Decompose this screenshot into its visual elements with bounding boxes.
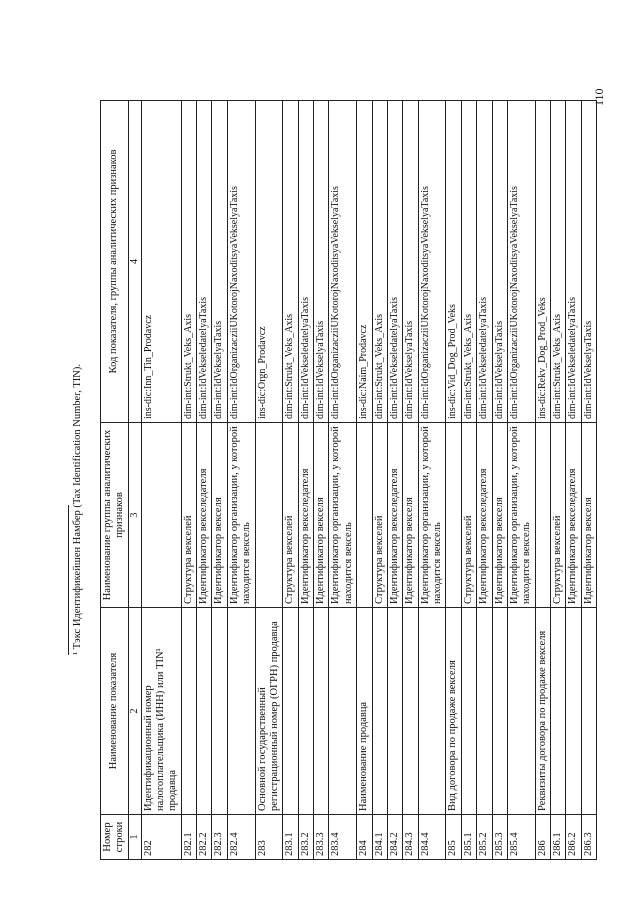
header-group-name: Наименование группы аналитических признаков bbox=[101, 423, 129, 608]
group-name-cell bbox=[357, 423, 372, 608]
group-name-cell: Идентификатор векселя bbox=[492, 423, 507, 608]
group-name-cell: Структура векселей bbox=[283, 423, 298, 608]
indicator-name-cell bbox=[387, 608, 402, 815]
indicator-name-cell bbox=[507, 608, 535, 815]
table-row bbox=[403, 101, 418, 860]
footnote-text: ¹ Тэкс Идентификейшен Намбер (Tax Identification Number, TIN). bbox=[72, 364, 83, 655]
table-row bbox=[372, 101, 387, 860]
indicator-name-cell bbox=[418, 608, 446, 815]
code-cell: ins-dic:Orgn_Prodavcz bbox=[255, 101, 283, 423]
code-cell: ins-dic:Rekv_Dog_Prod_Veks bbox=[535, 101, 550, 423]
indicator-table bbox=[100, 100, 597, 860]
table-row bbox=[181, 101, 196, 860]
group-name-cell: Идентификатор векселя bbox=[314, 423, 329, 608]
row-number-cell: 283.3 bbox=[314, 815, 329, 860]
indicator-name-cell bbox=[314, 608, 329, 815]
table-body bbox=[141, 101, 597, 860]
row-number-cell: 285.2 bbox=[477, 815, 492, 860]
code-cell: dim-int:Strukt_Veks_Axis bbox=[551, 101, 566, 423]
indicator-name-cell: Реквизиты договора по продаже векселя bbox=[535, 608, 550, 815]
indicator-name-cell bbox=[197, 608, 212, 815]
code-cell: dim-int:IdOrganizacziiUKotorojNaxoditsyaVekselyaTaxis bbox=[227, 101, 255, 423]
row-number-cell: 284.4 bbox=[418, 815, 446, 860]
header-col-1: 1 bbox=[128, 815, 141, 860]
code-cell: dim-int:IdVekseledatelyaTaxis bbox=[197, 101, 212, 423]
row-number-cell: 283.2 bbox=[298, 815, 313, 860]
code-cell: dim-int:IdOrganizacziiUKotorojNaxoditsyaVekselyaTaxis bbox=[418, 101, 446, 423]
group-name-cell: Идентификатор организации, у которой находится вексель bbox=[507, 423, 535, 608]
row-number-cell: 282.2 bbox=[197, 815, 212, 860]
indicator-name-cell bbox=[551, 608, 566, 815]
table-row bbox=[446, 101, 461, 860]
row-number-cell: 282.1 bbox=[181, 815, 196, 860]
group-name-cell: Идентификатор векселедателя bbox=[298, 423, 313, 608]
table-row bbox=[314, 101, 329, 860]
indicator-name-cell bbox=[298, 608, 313, 815]
table-row bbox=[227, 101, 255, 860]
table-row bbox=[255, 101, 283, 860]
row-number-cell: 285 bbox=[446, 815, 461, 860]
table-row bbox=[566, 101, 581, 860]
code-cell: dim-int:IdOrganizacziiUKotorojNaxoditsyaVekselyaTaxis bbox=[507, 101, 535, 423]
group-name-cell bbox=[141, 423, 181, 608]
table-row bbox=[329, 101, 357, 860]
indicator-name-cell: Вид договора по продаже векселя bbox=[446, 608, 461, 815]
code-cell: dim-int:IdVekselyaTaxis bbox=[403, 101, 418, 423]
group-name-cell: Структура векселей bbox=[181, 423, 196, 608]
rotated-table-container bbox=[100, 100, 594, 860]
footnote-rule bbox=[68, 505, 69, 655]
row-number-cell: 286 bbox=[535, 815, 550, 860]
indicator-name-cell bbox=[461, 608, 476, 815]
table-row bbox=[551, 101, 566, 860]
header-indicator-name: Наименование показателя bbox=[101, 608, 129, 815]
table-row bbox=[507, 101, 535, 860]
row-number-cell: 283.4 bbox=[329, 815, 357, 860]
group-name-cell: Идентификатор векселя bbox=[403, 423, 418, 608]
indicator-name-cell bbox=[181, 608, 196, 815]
footnote bbox=[68, 135, 83, 655]
code-cell: dim-int:IdOrganizacziiUKotorojNaxoditsyaVekselyaTaxis bbox=[329, 101, 357, 423]
header-row-number: Номер строки bbox=[101, 815, 129, 860]
group-name-cell: Идентификатор векселедателя bbox=[387, 423, 402, 608]
group-name-cell: Идентификатор организации, у которой находится вексель bbox=[227, 423, 255, 608]
header-col-4: 4 bbox=[128, 101, 141, 423]
row-number-cell: 285.1 bbox=[461, 815, 476, 860]
code-cell: dim-int:IdVekselyaTaxis bbox=[581, 101, 596, 423]
code-cell: dim-int:IdVekseledatelyaTaxis bbox=[566, 101, 581, 423]
indicator-name-cell: Основной государственный регистрационный номер (ОГРН) продавца bbox=[255, 608, 283, 815]
row-number-cell: 282.3 bbox=[212, 815, 227, 860]
code-cell: dim-int:Strukt_Veks_Axis bbox=[283, 101, 298, 423]
row-number-cell: 282.4 bbox=[227, 815, 255, 860]
group-name-cell: Идентификатор векселедателя bbox=[197, 423, 212, 608]
code-cell: dim-int:Strukt_Veks_Axis bbox=[461, 101, 476, 423]
group-name-cell: Структура векселей bbox=[551, 423, 566, 608]
code-cell: dim-int:Strukt_Veks_Axis bbox=[372, 101, 387, 423]
header-col-3: 3 bbox=[128, 423, 141, 608]
table-row bbox=[492, 101, 507, 860]
table-row bbox=[298, 101, 313, 860]
row-number-cell: 285.3 bbox=[492, 815, 507, 860]
table-row bbox=[212, 101, 227, 860]
indicator-name-cell bbox=[212, 608, 227, 815]
indicator-name-cell bbox=[566, 608, 581, 815]
code-cell: dim-int:IdVekseledatelyaTaxis bbox=[298, 101, 313, 423]
row-number-cell: 284 bbox=[357, 815, 372, 860]
code-cell: ins-dic:Vid_Dog_Prod_Veks bbox=[446, 101, 461, 423]
group-name-cell: Идентификатор векселедателя bbox=[566, 423, 581, 608]
group-name-cell bbox=[255, 423, 283, 608]
row-number-cell: 284.3 bbox=[403, 815, 418, 860]
code-cell: dim-int:IdVekseledatelyaTaxis bbox=[477, 101, 492, 423]
code-cell: ins-dic:Naim_Prodavcz bbox=[357, 101, 372, 423]
row-number-cell: 282 bbox=[141, 815, 181, 860]
table-row bbox=[477, 101, 492, 860]
table-row bbox=[197, 101, 212, 860]
indicator-name-cell bbox=[329, 608, 357, 815]
row-number-cell: 285.4 bbox=[507, 815, 535, 860]
code-cell: dim-int:IdVekselyaTaxis bbox=[492, 101, 507, 423]
indicator-name-cell: Наименование продавца bbox=[357, 608, 372, 815]
indicator-name-cell bbox=[581, 608, 596, 815]
table-row bbox=[418, 101, 446, 860]
table-row bbox=[141, 101, 181, 860]
group-name-cell bbox=[535, 423, 550, 608]
row-number-cell: 284.2 bbox=[387, 815, 402, 860]
group-name-cell: Структура векселей bbox=[372, 423, 387, 608]
table-row bbox=[387, 101, 402, 860]
code-cell: dim-int:Strukt_Veks_Axis bbox=[181, 101, 196, 423]
row-number-cell: 286.3 bbox=[581, 815, 596, 860]
row-number-cell: 283 bbox=[255, 815, 283, 860]
group-name-cell bbox=[446, 423, 461, 608]
indicator-name-cell bbox=[227, 608, 255, 815]
row-number-cell: 284.1 bbox=[372, 815, 387, 860]
code-cell: ins-dic:Inn_Tin_Prodavcz bbox=[141, 101, 181, 423]
header-col-2: 2 bbox=[128, 608, 141, 815]
table-row bbox=[461, 101, 476, 860]
group-name-cell: Идентификатор организации, у которой находится вексель bbox=[329, 423, 357, 608]
group-name-cell: Идентификатор векселя bbox=[212, 423, 227, 608]
indicator-name-cell bbox=[283, 608, 298, 815]
indicator-name-cell bbox=[372, 608, 387, 815]
table-row bbox=[357, 101, 372, 860]
row-number-cell: 286.2 bbox=[566, 815, 581, 860]
row-number-cell: 283.1 bbox=[283, 815, 298, 860]
group-name-cell: Идентификатор векселедателя bbox=[477, 423, 492, 608]
table-row bbox=[535, 101, 550, 860]
table-row bbox=[283, 101, 298, 860]
group-name-cell: Идентификатор организации, у которой находится вексель bbox=[418, 423, 446, 608]
group-name-cell: Идентификатор векселя bbox=[581, 423, 596, 608]
header-code: Код показателя, группы аналитических признаков bbox=[101, 101, 129, 423]
indicator-name-cell bbox=[403, 608, 418, 815]
group-name-cell: Структура векселей bbox=[461, 423, 476, 608]
indicator-name-cell bbox=[492, 608, 507, 815]
code-cell: dim-int:IdVekseledatelyaTaxis bbox=[387, 101, 402, 423]
table-row bbox=[581, 101, 596, 860]
code-cell: dim-int:IdVekselyaTaxis bbox=[212, 101, 227, 423]
indicator-name-cell bbox=[477, 608, 492, 815]
code-cell: dim-int:IdVekselyaTaxis bbox=[314, 101, 329, 423]
row-number-cell: 286.1 bbox=[551, 815, 566, 860]
page-number: 110 bbox=[592, 88, 606, 106]
indicator-name-cell: Идентификационный номер налогоплательщика (ИНН) или TIN¹ продавца bbox=[141, 608, 181, 815]
